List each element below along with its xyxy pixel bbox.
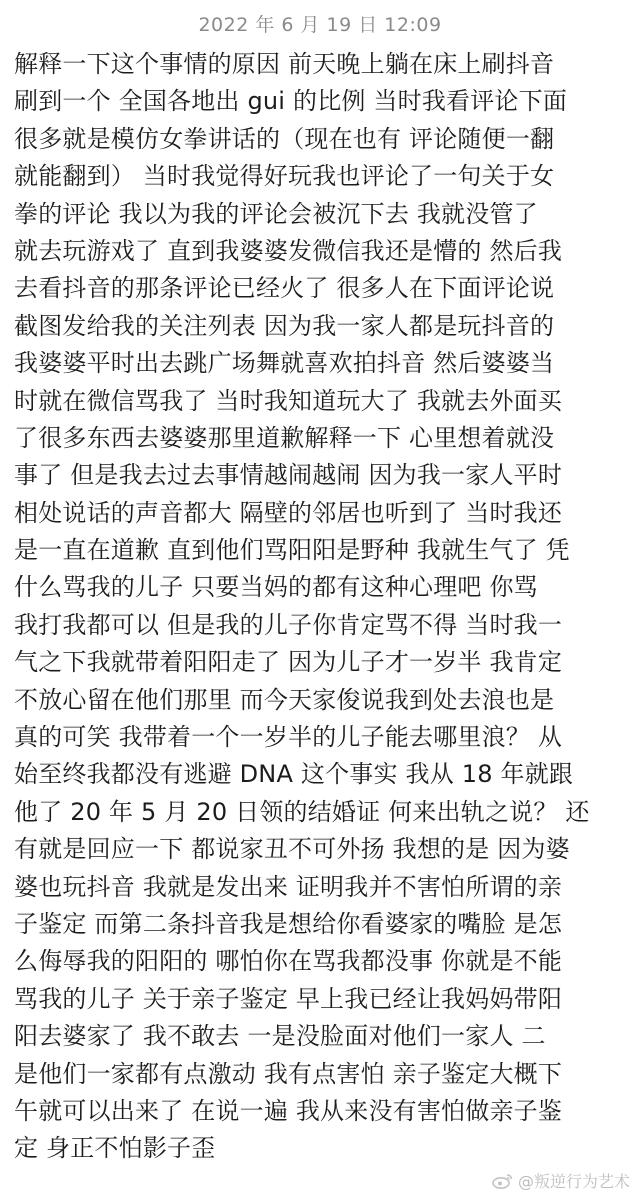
- watermark: [492, 1169, 630, 1192]
- note-line: 是一直在道歉 直到他们骂阳阳是野种 我就生气了 凭: [14, 536, 570, 565]
- watermark-text: @叛逆行为艺术: [517, 1172, 630, 1191]
- note-line: 子鉴定 而第二条抖音我是想给你看婆家的嘴脸 是怎: [14, 909, 563, 938]
- note-line: 么侮辱我的阳阳的 哪怕你在骂我都没事 你就是不能: [14, 947, 563, 976]
- note-body: [14, 46, 628, 1168]
- note-line: 事了 但是我去过去事情越闹越闹 因为我一家人平时: [14, 461, 563, 490]
- note-line: 骂我的儿子 关于亲子鉴定 早上我已经让我妈妈带阳: [14, 984, 563, 1013]
- note-line: 去看抖音的那条评论已经火了 很多人在下面评论说: [14, 274, 555, 303]
- note-line: 有就是回应一下 都说家丑不可外扬 我想的是 因为婆: [14, 835, 570, 864]
- note-line: 就去玩游戏了 直到我婆婆发微信我还是懵的 然后我: [14, 236, 563, 265]
- note-line: 我婆婆平时出去跳广场舞就喜欢拍抖音 然后婆婆当: [14, 349, 555, 378]
- note-line: 我打我都可以 但是我的儿子你肯定骂不得 当时我一: [14, 610, 563, 639]
- note-line: 气之下我就带着阳阳走了 因为儿子才一岁半 我肯定: [14, 648, 563, 677]
- note-line: 截图发给我的关注列表 因为我一家人都是玩抖音的: [14, 311, 555, 340]
- weibo-icon: [492, 1173, 514, 1189]
- note-line: 就能翻到） 当时我觉得好玩我也评论了一句关于女: [14, 162, 555, 191]
- note-line: 相处说话的声音都大 隔壁的邻居也听到了 当时我还: [14, 498, 563, 527]
- note-line: 解释一下这个事情的原因 前天晚上躺在床上刷抖音: [14, 50, 555, 78]
- note-line: 不放心留在他们那里 而今天家俊说我到处去浪也是: [14, 685, 555, 714]
- note-line: 婆也玩抖音 我就是发出来 证明我并不害怕所谓的亲: [14, 872, 563, 901]
- note-line: 刷到一个 全国各地出 gui 的比例 当时我看评论下面: [14, 87, 568, 116]
- note-timestamp: 2022 年 6 月 19 日 12:09: [198, 14, 442, 36]
- note-line: 午就可以出来了 在说一遍 我从来没有害怕做亲子鉴: [14, 1096, 563, 1125]
- note-line: 了很多东西去婆婆那里道歉解释一下 心里想着就没: [14, 423, 555, 452]
- note-line: 很多就是模仿女拳讲话的（现在也有 评论随便一翻: [14, 124, 555, 153]
- note-line: 始至终我都没有逃避 DNA 这个事实 我从 18 年就跟: [14, 760, 574, 789]
- note-line: 他了 20 年 5 月 20 日领的结婚证 何来出轨之说？ 还: [14, 797, 590, 826]
- note-line: 阳去婆家了 我不敢去 一是没脸面对他们一家人 二: [14, 1022, 546, 1051]
- note-line: 真的可笑 我带着一个一岁半的儿子能去哪里浪？ 从: [14, 723, 563, 752]
- note-line: 什么骂我的儿子 只要当妈的都有这种心理吧 你骂: [14, 573, 538, 602]
- note-line: 是他们一家都有点激动 我有点害怕 亲子鉴定大概下: [14, 1059, 563, 1088]
- note-line: 定 身正不怕影子歪: [14, 1134, 216, 1163]
- note-line: 时就在微信骂我了 当时我知道玩大了 我就去外面买: [14, 386, 563, 415]
- note-line: 拳的评论 我以为我的评论会被沉下去 我就没管了: [14, 199, 538, 228]
